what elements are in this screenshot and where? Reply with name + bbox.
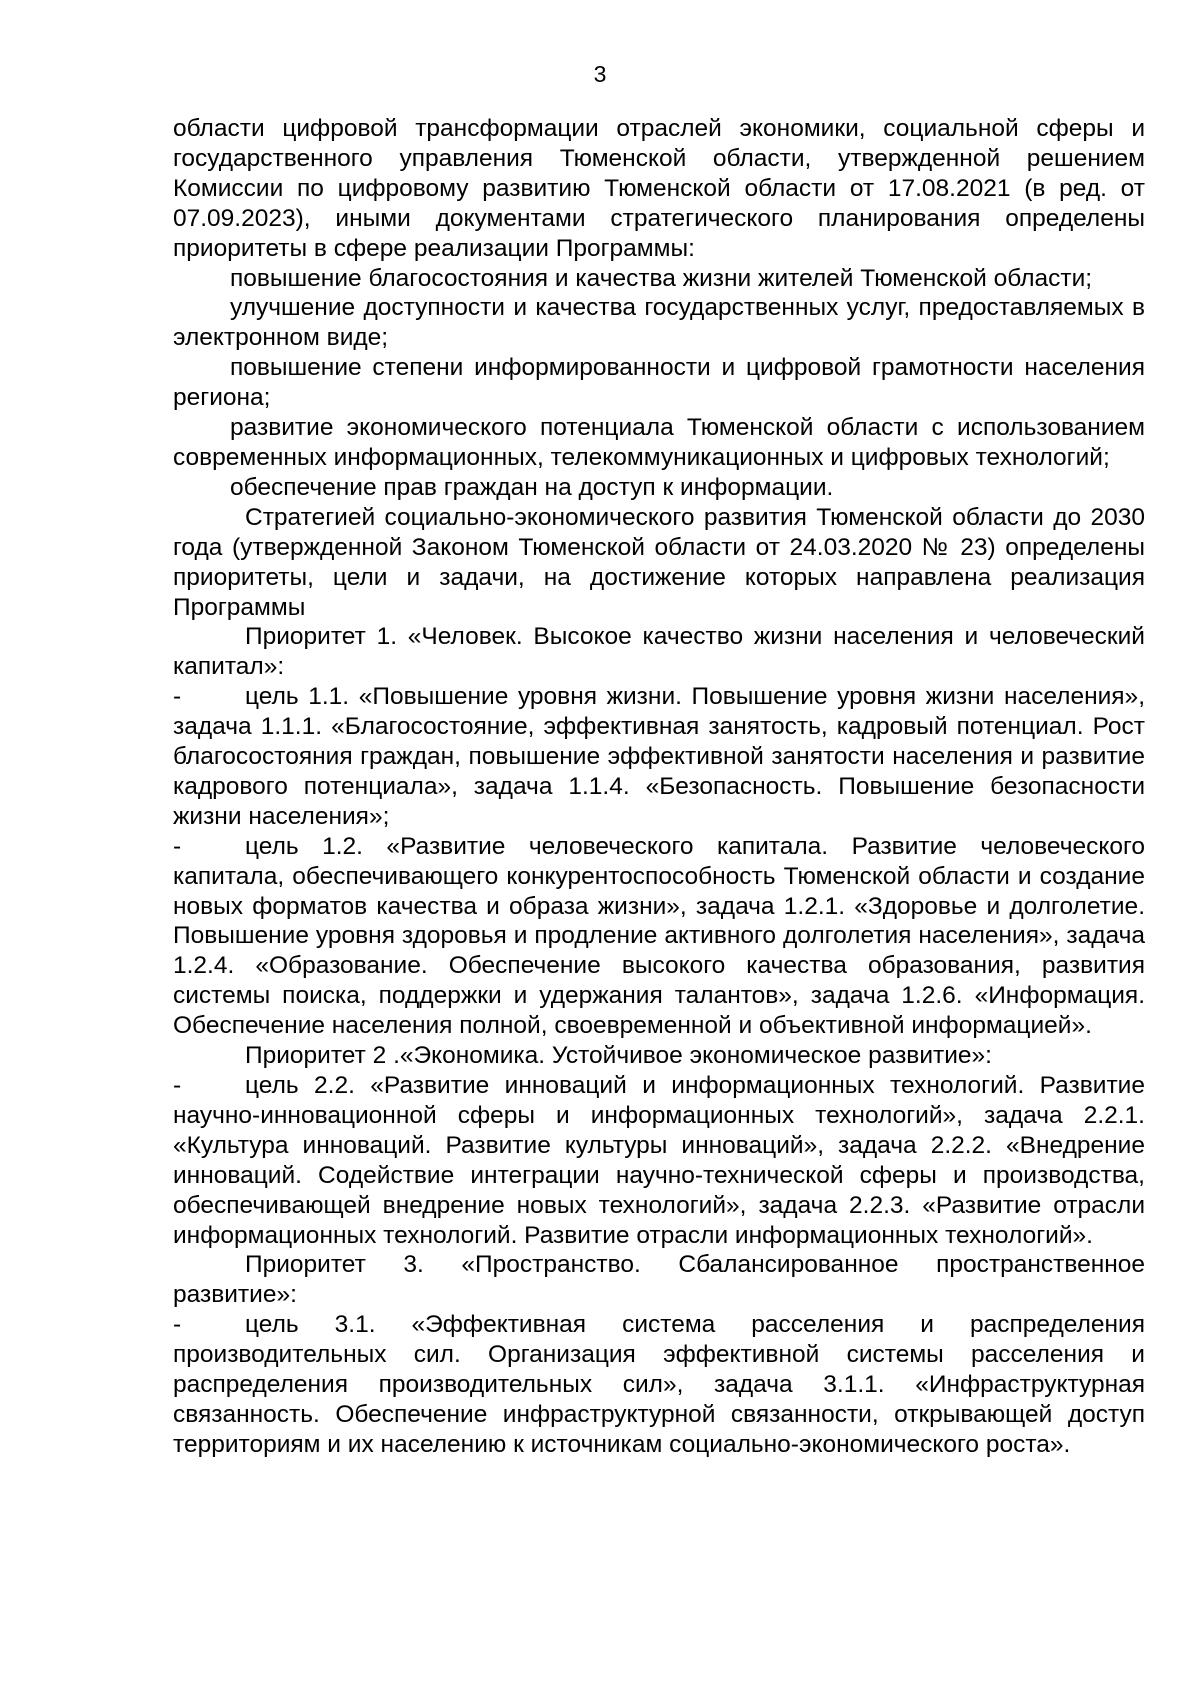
list-item-goal-2-2: [173, 1071, 1145, 1250]
list-dash: -: [173, 1072, 182, 1099]
list-item-text: цель 3.1. «Эффективная система расселения и распределения производительных сил. Организация эффективной системы расселения и распределения производительных сил», задача 3.1.1. «Инфраструктурная связанность. Обеспечение инфраструктурной связанности, открывающей доступ территориям и их населению к источникам социально-экономического роста».: [173, 1311, 1145, 1458]
list-item-goal-1-1: [173, 682, 1145, 832]
list-item-text: цель 1.1. «Повышение уровня жизни. Повышение уровня жизни населения», задача 1.1.1. «Благосостояние, эффективная занятость, кадровый потенциал. Рост благосостояния граждан, повышение эффективной занятости населения и развитие кадрового потенциала», задача 1.1.4. «Безопасность. Повышение безопасности жизни населения»;: [173, 683, 1145, 830]
list-item-text: цель 1.2. «Развитие человеческого капитала. Развитие человеческого капитала, обеспечивающего конкурентоспособность Тюменской области и создание новых форматов качества и образа жизни», задача 1.2.1. «Здоровье и долголетие. Повышение уровня здоровья и продление активного долголетия населения», задача 1.2.4. «Образование. Обеспечение высокого качества образования, развития системы поиска, поддержки и удержания талантов», задача 1.2.6. «Информация. Обеспечение населения полной, своевременной и объективной информацией».: [173, 832, 1145, 1040]
list-item-text: цель 2.2. «Развитие инноваций и информационных технологий. Развитие научно-инновационной сферы и информационных технологий», задача 2.2.1. «Культура инноваций. Развитие культуры инноваций», задача 2.2.2. «Внедрение инноваций. Содействие интеграции научно-технической сферы и производства, обеспечивающей внедрение новых технологий», задача 2.2.3. «Развитие отрасли информационных технологий. Развитие отрасли информационных технологий».: [173, 1072, 1145, 1249]
priority-item-public-services: улучшение доступности и качества государственных услуг, предоставляемых в электронном виде;: [173, 294, 1145, 352]
priority-item-digital-literacy: повышение степени информированности и цифровой грамотности населения региона;: [173, 354, 1145, 412]
document-body: [173, 114, 1145, 1460]
list-item-goal-1-2: [173, 832, 1145, 1041]
page-number: 3: [593, 61, 607, 87]
list-dash: -: [173, 683, 182, 711]
paragraph-strategy-2030: Стратегией социально-экономического развития Тюменской области до 2030 года (утвержденной Законом Тюменской области от 24.03.2020 № 23) определены приоритеты, цели и задачи, на достижение которых направлена реализация Программы: [173, 503, 1145, 621]
priority-item-economic-potential: развитие экономического потенциала Тюменской области с использованием современных информационных, телекоммуникационных и цифровых технологий;: [173, 414, 1145, 471]
paragraph-priority-2: Приоритет 2 .«Экономика. Устойчивое экономическое развитие»:: [245, 1042, 992, 1070]
priority-item-information-access: обеспечение прав граждан на доступ к информации.: [230, 473, 834, 501]
paragraph-priority-1: Приоритет 1. «Человек. Высокое качество жизни населения и человеческий капитал»:: [173, 623, 1145, 681]
list-dash: -: [173, 1311, 182, 1339]
list-dash: -: [173, 832, 182, 860]
paragraph-priority-3: Приоритет 3. «Пространство. Сбалансированное пространственное развитие»:: [173, 1251, 1145, 1309]
priority-item-wellbeing: повышение благосостояния и качества жизни жителей Тюменской области;: [230, 264, 1093, 292]
paragraph-intro-continuation: области цифровой трансформации отраслей экономики, социальной сферы и государственного управления Тюменской области, утвержденной решением Комиссии по цифровому развитию Тюменской области от 17.08.2021 (в ред. от 07.09.2023), иными документами стратегического планирования определены приоритеты в сфере реализации Программы:: [173, 115, 1145, 262]
list-item-goal-3-1: [173, 1310, 1145, 1460]
